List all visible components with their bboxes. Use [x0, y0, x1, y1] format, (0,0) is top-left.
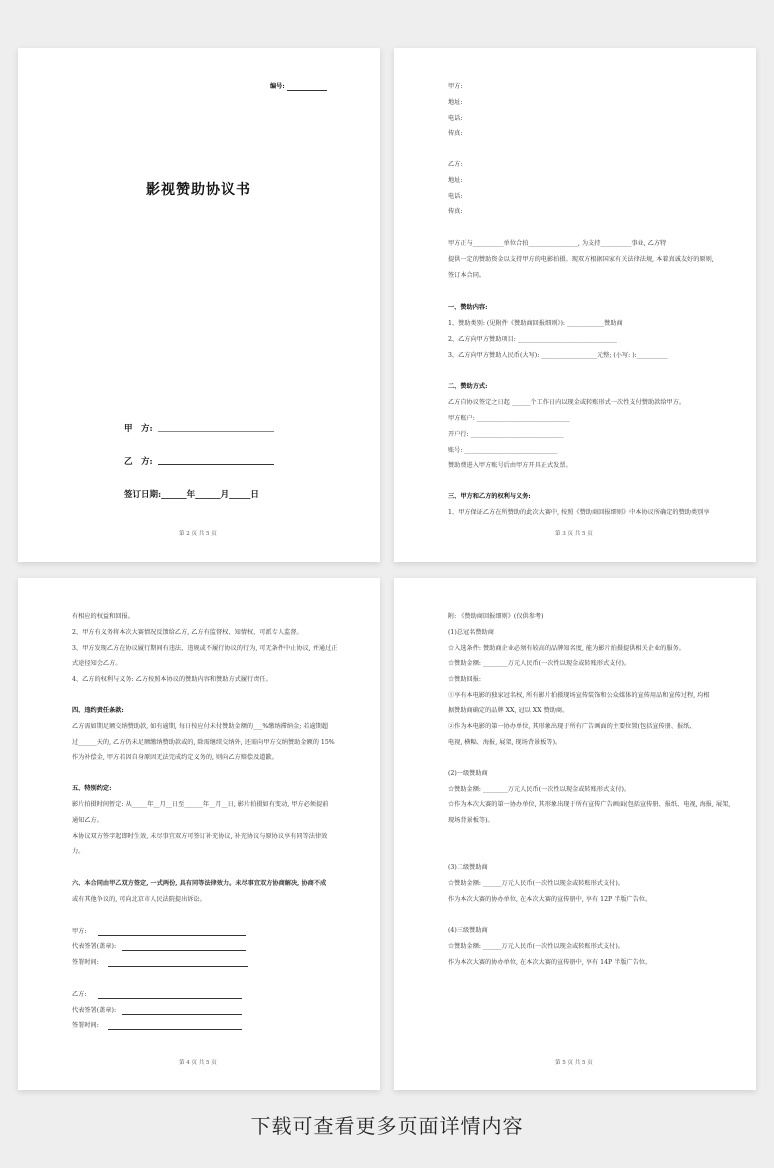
- sign-line: [108, 1029, 242, 1030]
- tier-heading: (4)三级赞助商: [448, 927, 488, 934]
- text-line: 本协议双方签字起即时生效, 未尽事宜双方可签订补充协议, 补充协议与原协议享有同等法律效: [72, 833, 328, 840]
- sign-b-party: 乙方:: [72, 991, 87, 998]
- intro-line-1: 甲方正与__________单位合拍________________, 为支持__________事业, 乙方特: [448, 240, 667, 247]
- tier-heading: (1)总冠名赞助商: [448, 629, 494, 636]
- document-title: 影视赞助协议书: [146, 182, 251, 198]
- section-2-title: 二、赞助方式:: [448, 383, 488, 390]
- document-page-5: [394, 578, 756, 1090]
- serial-number-field: [270, 83, 327, 91]
- text-line: ☆作为本次大赛的第一协办单位, 其形象出现于所有宣传广告画面(包括宣传册、报纸、电视, 海报, 展架,: [448, 801, 731, 808]
- section-2-invoice: 赞助费进入甲方账号后由甲方开具正式发票。: [448, 462, 572, 469]
- text-line: 电视, 横幅、海报, 展架, 现场背景板等)。: [448, 739, 562, 746]
- document-page-cover: [18, 48, 380, 562]
- text-line: 3、甲方发现乙方在协议履行期间有违法、违规或不履行协议的行为, 可无条件中止协议, 并通过正: [72, 645, 338, 652]
- text-line: 作为本次大赛的协办单位, 在本次大赛的宣传册中, 享有 14P 半版广告位。: [448, 959, 652, 966]
- intro-line-2: 提供一定的赞助资金以支持甲方的电影拍摄。现双方根据国家有关法律法规, 本着真诚友好的原则,: [448, 256, 714, 263]
- party-a-fax: 传真:: [448, 130, 463, 137]
- text-line: 有相应的权益和回报。: [72, 613, 134, 620]
- text-line: 2、甲方有义务将本次大赛情况反馈给乙方, 乙方有监督权、知情权、可派专人监督。: [72, 629, 303, 636]
- text-line: ☆赞助金额: ________万元人民币(一次性以现金或转账形式支付)。: [448, 786, 631, 793]
- sign-line: [98, 935, 246, 936]
- document-page-4: [18, 578, 380, 1090]
- sign-line: [122, 950, 246, 951]
- sign-a-party: 甲方:: [72, 928, 87, 935]
- section-6-line-1: [72, 880, 326, 888]
- serial-label: 编号:: [270, 83, 285, 90]
- text-line: 影片拍摄时间暂定: 从_____年__月__日至______年__月__日, 影片拍摄如有变动, 甲方必须提前: [72, 801, 329, 808]
- text-line: ☆赞助回报:: [448, 676, 482, 683]
- text-line: 4、乙方的权利与义务: 乙方按照本协议的赞助内容和赞助方式履行责任。: [72, 676, 272, 683]
- text-line: 作为本次大赛的协办单位, 在本次大赛的宣传册中, 享有 12P 半版广告位。: [448, 896, 652, 903]
- text-line: ②作为本电影的第一协办单位, 其形象出现于所有广告画面的主要位置(包括宣传册、报纸、: [448, 723, 696, 730]
- section-1-item-3: 3、乙方向甲方赞助人民币(大写): __________________元整; (小写: ):__________: [448, 352, 668, 359]
- section-6-text: 六、本合同由甲乙双方签定, 一式两份, 具有同等法律效力。未尽事宜双方协商解决, 协商不成: [72, 880, 327, 887]
- text-line: 现场背景板等)。: [448, 817, 494, 824]
- party-b-line: [158, 464, 274, 465]
- section-5-title: 五、特别约定:: [72, 785, 112, 792]
- appendix-title: 附: 《赞助商回报细则》(仅供参考): [448, 613, 544, 620]
- page-number: 第 4 页 共 5 页: [179, 1060, 217, 1066]
- sign-a-time: 签署时间:: [72, 959, 99, 966]
- text-line: 力。: [72, 848, 85, 855]
- section-6-line-2: 或有其他争议的, 可向北京市人民法院提出诉讼。: [72, 896, 206, 903]
- page-number: 第 3 页 共 5 页: [555, 531, 593, 537]
- download-more-caption: 下载可查看更多页面详情内容: [250, 1114, 524, 1138]
- section-1-item-2: 2、乙方向甲方赞助项目: ________________________________: [448, 336, 617, 343]
- sign-line: [108, 966, 248, 967]
- document-page-3: [394, 48, 756, 562]
- text-line: 过______天的, 乙方仍未足额缴纳赞助款或的, 除需继续交纳外, 还需向甲方交纳赞助金额的 15%: [72, 739, 335, 746]
- party-a-label: 甲 方:: [124, 424, 153, 434]
- section-4-title: 四、违约责任条款:: [72, 707, 124, 714]
- section-3-title: 三、甲方和乙方的权利与义务:: [448, 493, 531, 500]
- text-line: 通知乙方。: [72, 817, 103, 824]
- text-line: ①享有本电影的独家冠名权, 所有影片拍摄现场宣传装饰和公众媒体的宣传用品和宣传过程, 均根: [448, 692, 710, 699]
- tier-heading: (3)二级赞助商: [448, 864, 488, 871]
- section-2-item-1: 乙方自协议签定之日起 ______个工作日内以现金或转账形式一次性支付赞助款给甲方。: [448, 399, 686, 406]
- tier-heading: (2)一级赞助商: [448, 770, 488, 777]
- section-2-bank: 开户行: ______________________________: [448, 431, 564, 438]
- sign-b-rep: 代表签署(盖章):: [72, 1007, 117, 1014]
- party-a-heading: 甲方:: [448, 83, 463, 90]
- party-b-address: 地址:: [448, 177, 463, 184]
- text-line: 作为补偿金, 甲方若因自身原因无法完成约定义务的, 则向乙方赔偿及道歉。: [72, 754, 278, 761]
- text-line: ☆入选条件: 赞助商企业必须有较高的品牌知名度, 能为影片拍摄提供相关企业的服务。: [448, 645, 685, 652]
- sign-line: [98, 998, 242, 999]
- page-number: 第 2 页 共 5 页: [179, 531, 217, 537]
- text-line: 乙方需如期足额交纳赞助款, 如有逾期, 每日按应付未付赞助金额的___%缴纳滞纳金; 若逾期超: [72, 723, 329, 730]
- text-line: 据赞助商确定的品牌 XX, 冠以 XX 赞助商。: [448, 707, 569, 714]
- party-a-phone: 电话:: [448, 115, 463, 122]
- sign-line: [122, 1014, 242, 1015]
- party-b-heading: 乙方:: [448, 161, 463, 168]
- party-b-fax: 传真:: [448, 208, 463, 215]
- sign-a-rep: 代表签署(盖章):: [72, 943, 117, 950]
- section-2-account-number: 账号: ______________________________: [448, 447, 558, 454]
- sign-b-time: 签署时间:: [72, 1022, 99, 1029]
- party-b-label: 乙 方:: [124, 457, 153, 467]
- section-3-item-1: 1、甲方保证乙方在所赞助的此次大赛中, 按照《赞助商回报细则》中本协议所确定的赞助类别享: [448, 509, 710, 516]
- intro-line-3: 签订本合同。: [448, 272, 486, 279]
- section-1-title: 一、赞助内容:: [448, 304, 488, 311]
- serial-blank: [287, 83, 327, 91]
- party-a-line: [158, 431, 274, 432]
- page-number: 第 5 页 共 5 页: [555, 1060, 593, 1066]
- text-line: ☆赞助金额: ________万元人民币(一次性以现金或转账形式支付)。: [448, 660, 631, 667]
- text-line: 式途径知会乙方。: [72, 660, 122, 667]
- party-a-address: 地址:: [448, 99, 463, 106]
- party-b-phone: 电话:: [448, 193, 463, 200]
- section-2-account: 甲方账户: ______________________________: [448, 415, 570, 422]
- text-line: ☆赞助金额: ______万元人民币(一次性以现金或转账形式支付)。: [448, 943, 624, 950]
- text-line: ☆赞助金额: ______万元人民币(一次性以现金或转账形式支付)。: [448, 880, 624, 887]
- sign-date: 签订日期:______年______月_____日: [124, 490, 259, 500]
- section-1-item-1: 1、赞助类别: (见附件《赞助商回报细则》): ____________赞助商: [448, 320, 623, 327]
